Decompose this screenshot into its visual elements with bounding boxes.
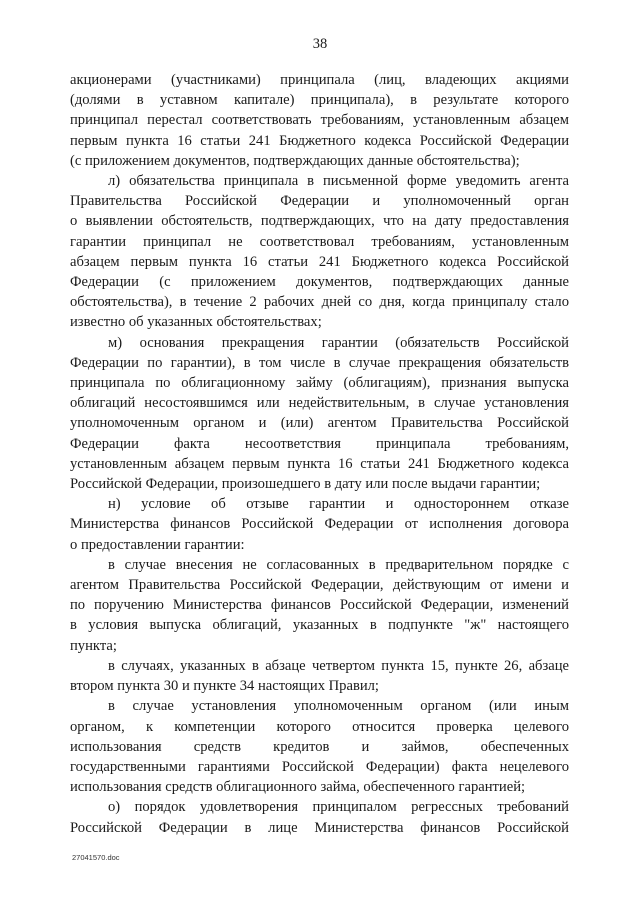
paragraph-line: известно об указанных обстоятельствах;	[70, 314, 322, 331]
paragraph	[70, 555, 569, 656]
paragraph-line: Федерации по гарантии), в том числе в случае прекращения обязательств	[70, 354, 569, 371]
paragraph-line: в условия выпуска облигаций, указанных в подпункте "ж" настоящего	[70, 617, 569, 634]
paragraph-line: принципала по облигационному займу (облигациям), признания выпуска	[70, 375, 569, 392]
paragraph-line: в случае внесения не согласованных в предварительном порядке с	[108, 556, 569, 573]
paragraph	[70, 656, 569, 696]
paragraph-line: (с приложением документов, подтверждающих данные обстоятельства);	[70, 152, 520, 169]
paragraph-line: м) основания прекращения гарантии (обязательств Российской	[108, 334, 569, 351]
paragraph-line: Российской Федерации в лице Министерства финансов Российской	[70, 819, 569, 836]
paragraph-line: первым пункта 16 статьи 241 Бюджетного кодекса Российской Федерации	[70, 132, 569, 149]
paragraph-line: в случае установления уполномоченным органом (или иным	[108, 698, 569, 715]
paragraph-line: установленным абзацем первым пункта 16 статьи 241 Бюджетного кодекса	[70, 455, 569, 472]
paragraph-line: агентом Правительства Российской Федерации, действующим от имени и	[70, 577, 569, 594]
paragraph-line: втором пункта 30 и пункте 34 настоящих Правил;	[70, 678, 379, 695]
paragraph	[70, 494, 569, 555]
paragraph	[70, 333, 569, 495]
page-number: 38	[312, 36, 328, 52]
paragraph-line: органом, к компетенции которого относится проверка целевого	[70, 718, 569, 735]
paragraph-line: Федерации (с приложением документов, подтверждающих данные	[70, 274, 569, 291]
paragraph-line: о) порядок удовлетворения принципалом регрессных требований	[108, 799, 569, 816]
paragraph-line: в случаях, указанных в абзаце четвертом пункта 15, пункте 26, абзаце	[108, 657, 569, 674]
paragraph-line: Министерства финансов Российской Федерации от исполнения договора	[70, 516, 569, 533]
paragraph-line: о выявлении обстоятельств, подтверждающих, что на дату предоставления	[70, 213, 569, 230]
paragraph-line: Федерации факта несоответствия принципала требованиям,	[70, 435, 569, 452]
paragraph-line: использования средств кредитов и займов, обеспеченных	[70, 738, 569, 755]
paragraph	[70, 797, 569, 837]
paragraph-line: использования средств облигационного займа, обеспеченного гарантией;	[70, 779, 526, 796]
paragraph-line: абзацем первым пункта 16 статьи 241 Бюджетного кодекса Российской	[70, 253, 569, 270]
paragraph-line: по поручению Министерства финансов Российской Федерации, изменений	[70, 597, 569, 614]
paragraph-line: Российской Федерации, произошедшего в дату или после выдачи гарантии;	[70, 476, 541, 493]
paragraph-line: гарантии принципал не соответствовал требованиям, установленным	[70, 233, 569, 250]
paragraph-line: о предоставлении гарантии:	[70, 536, 245, 553]
document-filename-footer: 27041570.doc	[72, 853, 120, 862]
paragraph-line: государственными гарантиями Российской Федерации) факта нецелевого	[70, 758, 569, 775]
paragraph-line: облигаций несостоявшимся или недействительным, в случае установления	[70, 395, 569, 412]
paragraph-line: уполномоченным органом и (или) агентом Правительства Российской	[70, 415, 569, 432]
paragraph-line: н) условие об отзыве гарантии и одностороннем отказе	[108, 496, 569, 513]
paragraph-line: Правительства Российской Федерации и уполномоченный орган	[70, 193, 569, 210]
document-body	[70, 70, 569, 838]
paragraph	[70, 171, 569, 333]
paragraph-line: (долями в уставном капитале) принципала), в результате которого	[70, 92, 569, 109]
paragraph-line: обстоятельства), в течение 2 рабочих дней со дня, когда принципалу стало	[70, 294, 569, 311]
paragraph	[70, 70, 569, 171]
paragraph-line: л) обязательства принципала в письменной форме уведомить агента	[108, 173, 569, 190]
paragraph-line: акционерами (участниками) принципала (лиц, владеющих акциями	[70, 72, 569, 88]
paragraph	[70, 696, 569, 797]
paragraph-line: принципал перестал соответствовать требованиям, установленным абзацем	[70, 112, 569, 129]
paragraph-line: пункта;	[70, 637, 117, 654]
